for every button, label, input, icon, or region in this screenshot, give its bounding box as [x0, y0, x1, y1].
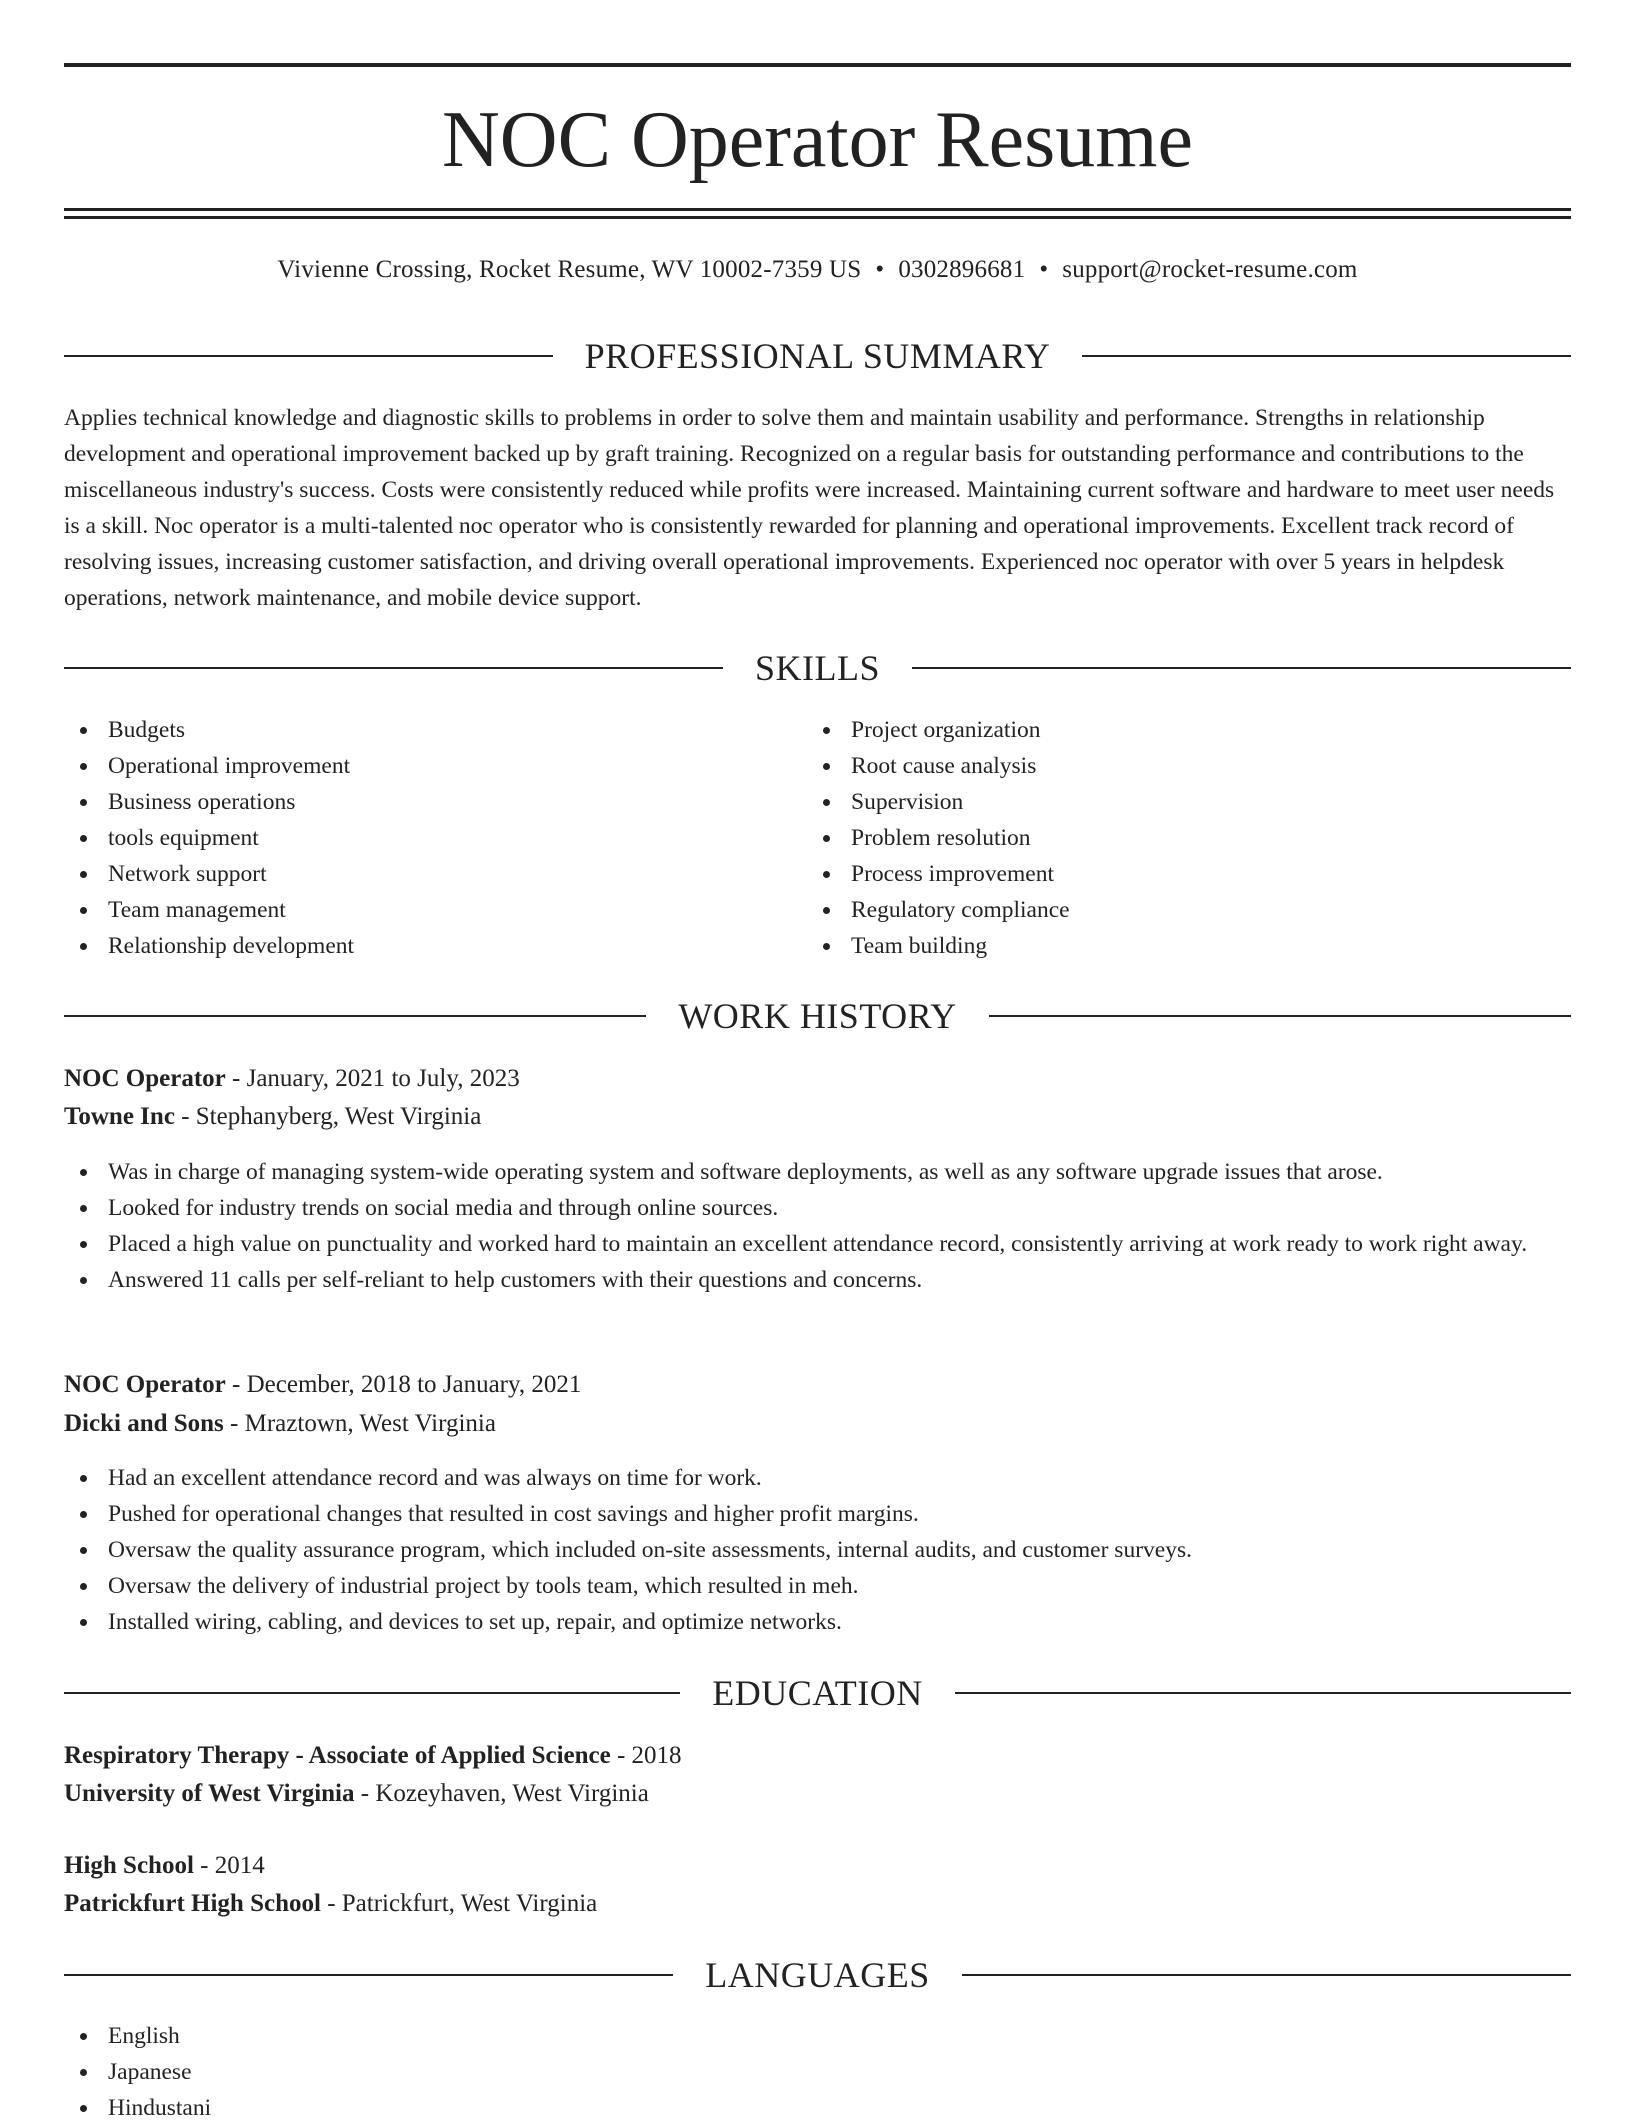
- language-item: Hindustani: [64, 2090, 804, 2126]
- job-bullet: Answered 11 calls per self-reliant to help customers with their questions and concerns.: [64, 1262, 1571, 1298]
- job-company-line: [64, 1406, 496, 1442]
- education-school-line: [64, 1886, 597, 1922]
- skill-item: Team management: [64, 892, 804, 928]
- language-item: English: [64, 2018, 804, 2054]
- section-title: PROFESSIONAL SUMMARY: [584, 336, 1051, 376]
- job-bullet: Pushed for operational changes that resulted in cost savings and higher profit margins.: [64, 1496, 1571, 1532]
- section-heading-education: [64, 1669, 1571, 1717]
- section-title: EDUCATION: [712, 1673, 923, 1713]
- skill-item: Project organization: [807, 712, 1547, 748]
- section-heading-summary: [64, 332, 1571, 380]
- skill-item: Problem resolution: [807, 820, 1547, 856]
- job-bullet: Placed a high value on punctuality and worked hard to maintain an excellent attendance record, consistently arriving at work ready to work right away.: [64, 1226, 1571, 1262]
- heading-divider: [1082, 355, 1571, 357]
- section-title: SKILLS: [755, 648, 881, 688]
- heading-divider: [64, 1974, 673, 1976]
- education-year: - 2014: [193, 1852, 265, 1879]
- contact-line: [64, 252, 1571, 288]
- job-location: - Mraztown, West Virginia: [223, 1410, 496, 1437]
- skills-list-left: [64, 712, 804, 964]
- job-bullets: [64, 1154, 1571, 1298]
- language-item: Japanese: [64, 2054, 804, 2090]
- heading-divider: [64, 355, 553, 357]
- education-school-line: [64, 1776, 649, 1812]
- skill-item: Network support: [64, 856, 804, 892]
- header-rule-upper: [64, 208, 1571, 211]
- job-dates: - December, 2018 to January, 2021: [225, 1371, 582, 1398]
- job-title: NOC Operator: [64, 1065, 226, 1092]
- skill-item: Business operations: [64, 784, 804, 820]
- education-location: - Kozeyhaven, West Virginia: [354, 1780, 649, 1807]
- job-bullet: Looked for industry trends on social media and through online sources.: [64, 1190, 1571, 1226]
- job-title-line: [64, 1367, 581, 1403]
- heading-divider: [64, 1692, 680, 1694]
- page-title: NOC Operator Resume: [442, 96, 1193, 184]
- section-heading-skills: [64, 644, 1571, 692]
- education-school: Patrickfurt High School: [64, 1890, 321, 1917]
- job-company-line: [64, 1099, 481, 1135]
- heading-divider: [64, 667, 723, 669]
- job-company: Dicki and Sons: [64, 1410, 224, 1437]
- heading-divider: [955, 1692, 1571, 1694]
- job-bullet: Installed wiring, cabling, and devices to set up, repair, and optimize networks.: [64, 1604, 1571, 1640]
- education-degree: High School: [64, 1852, 194, 1879]
- skill-item: Budgets: [64, 712, 804, 748]
- job-bullet: Had an excellent attendance record and was always on time for work.: [64, 1460, 1571, 1496]
- heading-divider: [912, 667, 1571, 669]
- section-heading-languages: [64, 1951, 1571, 1999]
- job-dates: - January, 2021 to July, 2023: [225, 1065, 520, 1092]
- skill-item: tools equipment: [64, 820, 804, 856]
- job-bullets: [64, 1460, 1571, 1640]
- heading-divider: [64, 1015, 646, 1017]
- education-degree: Respiratory Therapy - Associate of Applied Science: [64, 1742, 611, 1769]
- job-bullet: Oversaw the delivery of industrial project by tools team, which resulted in meh.: [64, 1568, 1571, 1604]
- section-title: WORK HISTORY: [678, 996, 957, 1036]
- summary-text: Applies technical knowledge and diagnostic skills to problems in order to solve them and maintain usability and performance. Strengths in relationship development and operational improvement backed up by graft training. Recognized on a regular basis for outstanding performance and contributions to the miscellaneous industry's success. Costs were consistently reduced while profits were increased. Maintaining current software and hardware to meet user needs is a skill. Noc operator is a multi-talented noc operator who is consistently rewarded for planning and operational improvements. Excellent track record of resolving issues, increasing customer satisfaction, and driving overall operational improvements. Experienced noc operator with over 5 years in helpdesk operations, network maintenance, and mobile device support.: [64, 405, 1555, 611]
- contact-separator: •: [875, 256, 885, 283]
- job-title: NOC Operator: [64, 1371, 226, 1398]
- section-heading-work-history: [64, 992, 1571, 1040]
- header-top-rule: [64, 63, 1571, 67]
- education-degree-line: [64, 1738, 682, 1774]
- skill-item: Supervision: [807, 784, 1547, 820]
- contact-email: support@rocket-resume.com: [1062, 256, 1358, 283]
- job-title-line: [64, 1061, 520, 1097]
- education-year: - 2018: [610, 1742, 682, 1769]
- header-rule-lower: [64, 216, 1571, 219]
- heading-divider: [962, 1974, 1571, 1976]
- contact-separator: •: [1039, 256, 1049, 283]
- job-bullet: Was in charge of managing system-wide operating system and software deployments, as well as any software upgrade issues that arose.: [64, 1154, 1571, 1190]
- contact-phone: 0302896681: [898, 256, 1026, 283]
- education-location: - Patrickfurt, West Virginia: [320, 1890, 598, 1917]
- section-title: LANGUAGES: [705, 1955, 930, 1995]
- heading-divider: [989, 1015, 1571, 1017]
- skill-item: Team building: [807, 928, 1547, 964]
- skills-list-right: [807, 712, 1547, 964]
- education-school: University of West Virginia: [64, 1780, 355, 1807]
- education-degree-line: [64, 1848, 265, 1884]
- languages-list: [64, 2018, 804, 2126]
- contact-address: Vivienne Crossing, Rocket Resume, WV 10002-7359 US: [277, 256, 862, 283]
- skill-item: Regulatory compliance: [807, 892, 1547, 928]
- skill-item: Process improvement: [807, 856, 1547, 892]
- skill-item: Operational improvement: [64, 748, 804, 784]
- job-company: Towne Inc: [64, 1103, 175, 1130]
- job-location: - Stephanyberg, West Virginia: [174, 1103, 482, 1130]
- skill-item: Root cause analysis: [807, 748, 1547, 784]
- skill-item: Relationship development: [64, 928, 804, 964]
- job-bullet: Oversaw the quality assurance program, which included on-site assessments, internal audits, and customer surveys.: [64, 1532, 1571, 1568]
